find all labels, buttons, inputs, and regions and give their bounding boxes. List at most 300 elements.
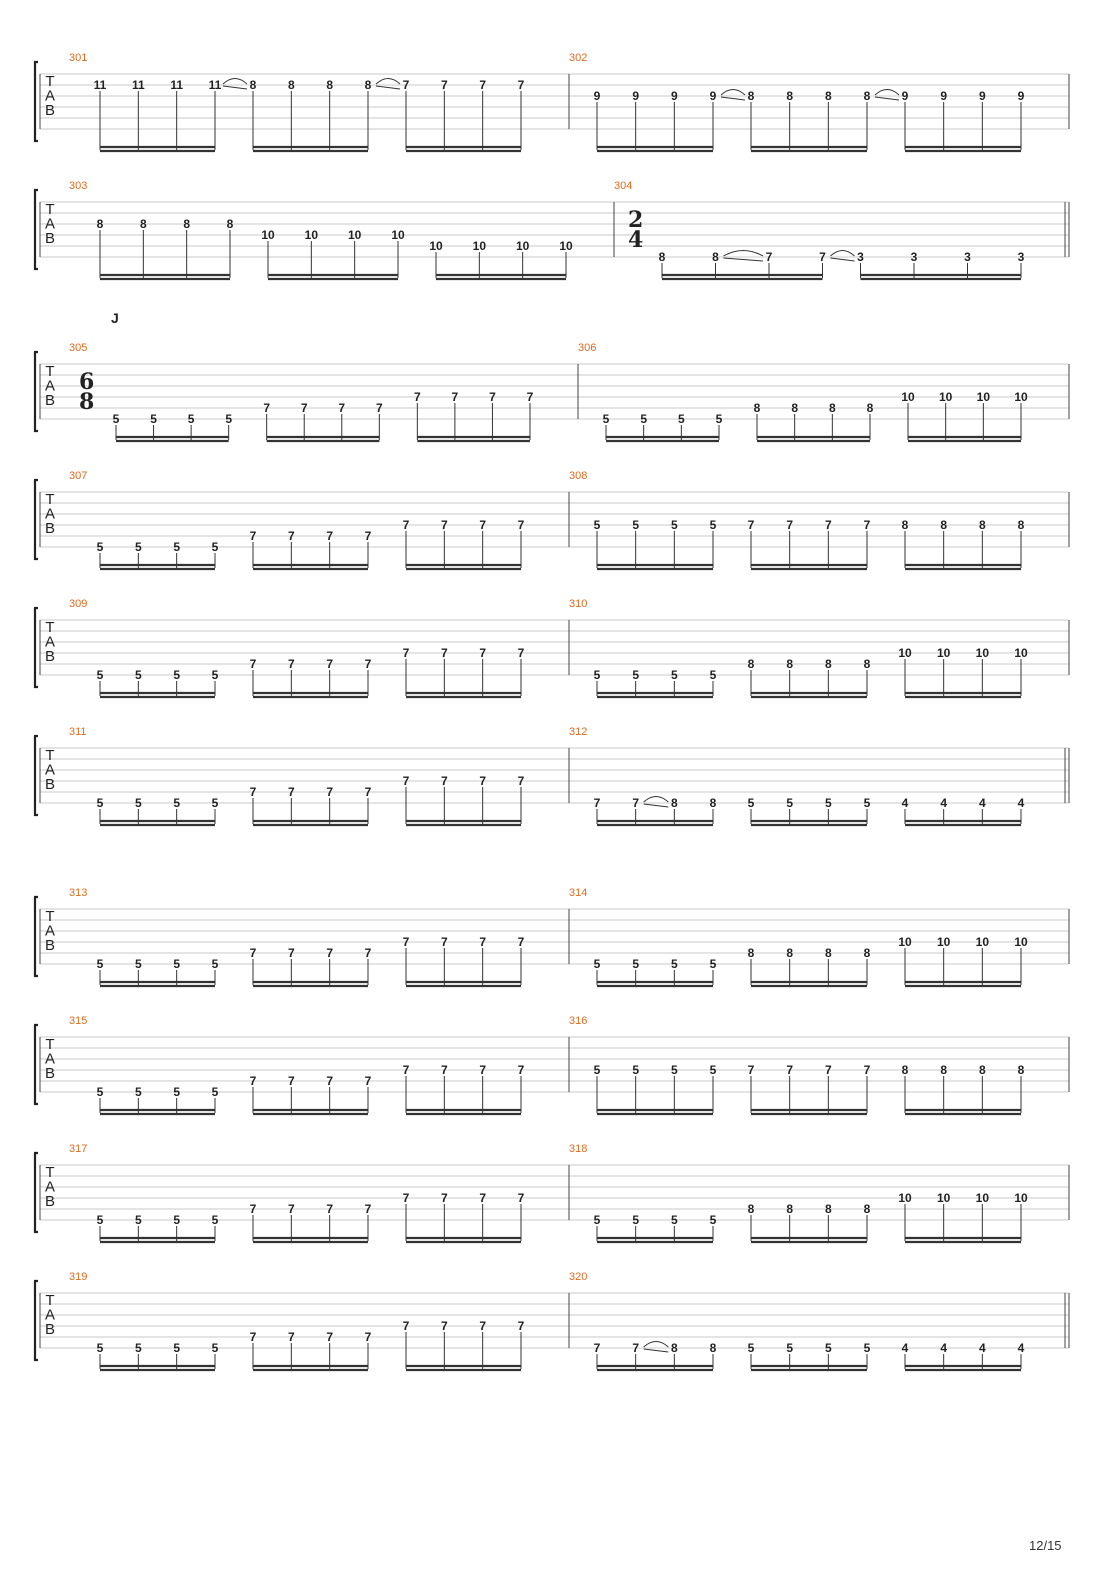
measure-number: 313 xyxy=(69,887,88,899)
fret-number: 8 xyxy=(287,78,295,92)
fret-number: 5 xyxy=(593,518,601,532)
fret-number: 7 xyxy=(287,1074,295,1088)
fret-number: 5 xyxy=(632,957,640,971)
fret-number: 7 xyxy=(249,529,257,543)
fret-number: 7 xyxy=(517,1191,525,1205)
fret-number: 7 xyxy=(413,390,421,404)
fret-number: 3 xyxy=(964,250,971,264)
system-bracket xyxy=(34,1153,38,1232)
fret-number: 5 xyxy=(225,412,233,426)
system-bracket xyxy=(34,897,38,976)
measure-number: 318 xyxy=(569,1143,588,1155)
system-bracket xyxy=(34,480,38,559)
fret-number: 8 xyxy=(226,217,234,231)
fret-number: 5 xyxy=(134,668,142,682)
measure-number: 305 xyxy=(69,342,88,354)
slur-mark xyxy=(724,251,764,257)
slide-mark xyxy=(721,97,745,100)
fret-number: 8 xyxy=(940,518,948,532)
system-bracket xyxy=(34,190,38,269)
fret-number: 5 xyxy=(715,412,723,426)
tab-clef-letter: A xyxy=(44,505,56,523)
fret-number: 7 xyxy=(402,1063,410,1077)
fret-number: 7 xyxy=(479,1063,487,1077)
tab-clef-letter: T xyxy=(45,1292,55,1309)
fret-number: 8 xyxy=(326,78,334,92)
fret-number: 5 xyxy=(709,1063,717,1077)
fret-number: 8 xyxy=(786,657,794,671)
fret-number: 5 xyxy=(96,1341,104,1355)
fret-number: 5 xyxy=(96,668,104,682)
measure-number: 311 xyxy=(69,726,87,738)
fret-number: 7 xyxy=(440,1063,448,1077)
fret-number: 7 xyxy=(326,785,334,799)
fret-number: 5 xyxy=(173,1213,181,1227)
fret-number: 8 xyxy=(940,1063,948,1077)
fret-number: 5 xyxy=(96,1213,104,1227)
fret-number: 3 xyxy=(857,250,864,264)
slide-mark xyxy=(875,97,899,100)
fret-number: 7 xyxy=(287,946,295,960)
fret-number: 5 xyxy=(96,957,104,971)
fret-number: 5 xyxy=(709,518,717,532)
fret-number: 8 xyxy=(1017,1063,1025,1077)
tab-clef-letter: B xyxy=(44,1321,56,1338)
fret-number: 8 xyxy=(249,78,257,92)
fret-number: 5 xyxy=(134,1341,142,1355)
fret-number: 11 xyxy=(131,78,145,92)
fret-number: 5 xyxy=(593,1213,601,1227)
fret-number: 7 xyxy=(517,78,525,92)
slide-mark xyxy=(223,86,247,89)
fret-number: 8 xyxy=(96,217,104,231)
fret-number: 5 xyxy=(173,540,181,554)
fret-number: 7 xyxy=(593,1341,601,1355)
tab-clef-letter: B xyxy=(44,937,56,954)
fret-number: 5 xyxy=(96,1085,104,1099)
fret-number: 7 xyxy=(364,785,372,799)
system-bracket xyxy=(34,736,38,815)
fret-number: 3 xyxy=(910,250,918,264)
fret-number: 5 xyxy=(211,1341,219,1355)
fret-number: 5 xyxy=(863,1341,871,1355)
fret-number: 5 xyxy=(632,1063,640,1077)
fret-number: 7 xyxy=(287,657,295,671)
fret-number: 8 xyxy=(824,1202,832,1216)
fret-number: 9 xyxy=(670,89,678,103)
fret-number: 4 xyxy=(901,796,909,810)
fret-number: 8 xyxy=(753,401,761,415)
slur-mark xyxy=(831,251,855,257)
measure-number: 307 xyxy=(69,470,88,482)
fret-number: 7 xyxy=(364,1074,372,1088)
slide-mark xyxy=(644,804,669,807)
tab-clef-letter: T xyxy=(45,491,55,508)
fret-number: 7 xyxy=(632,1341,640,1355)
fret-number: 5 xyxy=(709,668,717,682)
fret-number: 7 xyxy=(249,1202,257,1216)
fret-number: 8 xyxy=(901,1063,909,1077)
slide-mark xyxy=(376,86,400,89)
fret-number: 8 xyxy=(658,250,666,264)
fret-number: 8 xyxy=(863,657,871,671)
time-signature-bottom: 8 xyxy=(79,389,95,415)
fret-number: 4 xyxy=(978,1341,986,1355)
fret-number: 4 xyxy=(1017,796,1025,810)
fret-number: 7 xyxy=(786,518,794,532)
fret-number: 9 xyxy=(978,89,986,103)
fret-number: 7 xyxy=(747,1063,755,1077)
fret-number: 10 xyxy=(429,239,443,253)
tab-clef-letter: A xyxy=(44,922,56,940)
slur-mark xyxy=(721,90,745,96)
fret-number: 7 xyxy=(440,646,448,660)
fret-number: 10 xyxy=(472,239,487,253)
measure-number: 302 xyxy=(569,52,588,64)
system-bracket xyxy=(34,62,38,141)
slide-mark xyxy=(724,258,764,261)
system-bracket xyxy=(34,352,38,431)
fret-number: 7 xyxy=(402,935,410,949)
tab-clef-letter: T xyxy=(45,363,55,380)
fret-number: 4 xyxy=(1017,1341,1025,1355)
fret-number: 5 xyxy=(709,1213,717,1227)
measure-number: 310 xyxy=(569,598,588,610)
fret-number: 8 xyxy=(828,401,836,415)
fret-number: 7 xyxy=(517,774,525,788)
fret-number: 10 xyxy=(938,390,953,404)
fret-number: 10 xyxy=(391,228,405,242)
fret-number: 8 xyxy=(747,1202,755,1216)
fret-number: 4 xyxy=(940,796,948,810)
fret-number: 5 xyxy=(134,1213,142,1227)
fret-number: 7 xyxy=(287,785,295,799)
fret-number: 5 xyxy=(211,1085,219,1099)
tab-clef-letter: T xyxy=(45,1036,55,1053)
fret-number: 7 xyxy=(479,518,487,532)
fret-number: 7 xyxy=(364,1202,372,1216)
fret-number: 8 xyxy=(863,1202,871,1216)
fret-number: 8 xyxy=(824,657,832,671)
fret-number: 5 xyxy=(173,1085,181,1099)
fret-number: 7 xyxy=(287,1330,295,1344)
tab-clef-letter: T xyxy=(45,908,55,925)
fret-number: 5 xyxy=(709,957,717,971)
slur-mark xyxy=(875,90,899,96)
fret-number: 8 xyxy=(863,89,871,103)
fret-number: 7 xyxy=(479,935,487,949)
fret-number: 9 xyxy=(593,89,601,103)
fret-number: 7 xyxy=(440,935,448,949)
fret-number: 7 xyxy=(863,518,871,532)
rehearsal-mark: J xyxy=(111,310,119,326)
fret-number: 5 xyxy=(96,796,104,810)
fret-number: 5 xyxy=(134,957,142,971)
fret-number: 7 xyxy=(517,646,525,660)
fret-number: 5 xyxy=(632,518,640,532)
fret-number: 10 xyxy=(1014,1191,1028,1205)
fret-number: 7 xyxy=(402,646,410,660)
fret-number: 10 xyxy=(1014,646,1028,660)
fret-number: 5 xyxy=(211,1213,219,1227)
slur-mark xyxy=(644,1342,669,1348)
fret-number: 7 xyxy=(526,390,534,404)
fret-number: 10 xyxy=(936,935,951,949)
fret-number: 7 xyxy=(364,657,372,671)
fret-number: 7 xyxy=(249,657,257,671)
fret-number: 7 xyxy=(479,1319,487,1333)
tab-clef-letter: T xyxy=(45,73,55,90)
measure-number: 303 xyxy=(69,180,88,192)
fret-number: 7 xyxy=(479,646,487,660)
fret-number: 10 xyxy=(936,646,951,660)
fret-number: 5 xyxy=(670,518,678,532)
fret-number: 7 xyxy=(824,518,832,532)
fret-number: 5 xyxy=(632,668,640,682)
fret-number: 8 xyxy=(709,1341,717,1355)
fret-number: 7 xyxy=(440,78,448,92)
fret-number: 8 xyxy=(863,946,871,960)
fret-number: 5 xyxy=(670,1063,678,1077)
fret-number: 7 xyxy=(287,529,295,543)
fret-number: 7 xyxy=(326,657,334,671)
fret-number: 7 xyxy=(249,946,257,960)
fret-number: 10 xyxy=(1014,390,1028,404)
tab-clef-letter: A xyxy=(44,1050,56,1068)
measure-number: 319 xyxy=(69,1271,88,1283)
tab-clef-letter: B xyxy=(44,1065,56,1082)
fret-number: 5 xyxy=(632,1213,640,1227)
slur-mark xyxy=(223,79,247,85)
tab-clef-letter: B xyxy=(44,1193,56,1210)
fret-number: 8 xyxy=(709,796,717,810)
fret-number: 7 xyxy=(440,1319,448,1333)
fret-number: 5 xyxy=(173,1341,181,1355)
fret-number: 8 xyxy=(670,796,678,810)
fret-number: 7 xyxy=(326,1330,334,1344)
fret-number: 8 xyxy=(786,1202,794,1216)
fret-number: 7 xyxy=(364,1330,372,1344)
fret-number: 7 xyxy=(451,390,459,404)
fret-number: 7 xyxy=(364,946,372,960)
fret-number: 9 xyxy=(940,89,948,103)
measure-number: 314 xyxy=(569,887,588,899)
fret-number: 7 xyxy=(517,518,525,532)
fret-number: 5 xyxy=(670,1213,678,1227)
fret-number: 10 xyxy=(898,935,912,949)
tab-clef-letter: T xyxy=(45,201,55,218)
fret-number: 7 xyxy=(765,250,773,264)
fret-number: 7 xyxy=(786,1063,794,1077)
fret-number: 5 xyxy=(593,668,601,682)
fret-number: 5 xyxy=(173,668,181,682)
fret-number: 5 xyxy=(112,412,120,426)
fret-number: 5 xyxy=(211,957,219,971)
fret-number: 7 xyxy=(287,1202,295,1216)
fret-number: 5 xyxy=(211,540,219,554)
fret-number: 7 xyxy=(479,1191,487,1205)
fret-number: 7 xyxy=(249,785,257,799)
fret-number: 5 xyxy=(747,1341,755,1355)
tab-clef-letter: A xyxy=(44,377,56,395)
fret-number: 8 xyxy=(747,657,755,671)
fret-number: 5 xyxy=(863,796,871,810)
fret-number: 7 xyxy=(747,518,755,532)
fret-number: 5 xyxy=(150,412,157,426)
fret-number: 9 xyxy=(901,89,909,103)
measure-number: 304 xyxy=(614,180,633,192)
fret-number: 10 xyxy=(975,646,990,660)
fret-number: 10 xyxy=(515,239,530,253)
tab-clef-letter: B xyxy=(44,776,56,793)
fret-number: 5 xyxy=(747,796,755,810)
fret-number: 7 xyxy=(819,250,826,264)
time-signature-top: 2 xyxy=(628,207,644,233)
fret-number: 8 xyxy=(139,217,147,231)
measure-number: 320 xyxy=(569,1271,588,1283)
tab-clef-letter: T xyxy=(45,619,55,636)
measure-number: 309 xyxy=(69,598,88,610)
measure-number: 312 xyxy=(569,726,588,738)
page-number: 12/15 xyxy=(1029,1538,1062,1553)
fret-number: 5 xyxy=(211,668,219,682)
fret-number: 8 xyxy=(901,518,909,532)
fret-number: 5 xyxy=(593,957,601,971)
fret-number: 7 xyxy=(300,401,308,415)
fret-number: 5 xyxy=(96,540,104,554)
fret-number: 8 xyxy=(824,89,832,103)
fret-number: 8 xyxy=(364,78,372,92)
fret-number: 5 xyxy=(640,412,648,426)
tab-clef-letter: B xyxy=(44,230,56,247)
fret-number: 10 xyxy=(901,390,915,404)
fret-number: 7 xyxy=(263,401,271,415)
fret-number: 7 xyxy=(489,390,496,404)
fret-number: 5 xyxy=(134,796,142,810)
tab-clef-letter: A xyxy=(44,215,56,233)
measure-number: 306 xyxy=(578,342,597,354)
fret-number: 7 xyxy=(364,529,372,543)
fret-number: 8 xyxy=(747,946,755,960)
fret-number: 7 xyxy=(249,1074,257,1088)
fret-number: 7 xyxy=(517,1319,525,1333)
fret-number: 7 xyxy=(249,1330,257,1344)
fret-number: 8 xyxy=(786,946,794,960)
fret-number: 8 xyxy=(1017,518,1025,532)
fret-number: 8 xyxy=(786,89,794,103)
time-signature-bottom: 4 xyxy=(628,227,644,253)
fret-number: 5 xyxy=(211,796,219,810)
fret-number: 7 xyxy=(440,518,448,532)
fret-number: 5 xyxy=(677,412,685,426)
fret-number: 5 xyxy=(173,957,181,971)
fret-number: 7 xyxy=(593,796,601,810)
fret-number: 7 xyxy=(402,78,410,92)
fret-number: 7 xyxy=(402,1191,410,1205)
measure-number: 301 xyxy=(69,52,88,64)
fret-number: 9 xyxy=(1017,89,1025,103)
fret-number: 11 xyxy=(93,78,107,92)
time-signature-top: 6 xyxy=(79,369,95,395)
fret-number: 10 xyxy=(898,1191,912,1205)
measure-number: 317 xyxy=(69,1143,88,1155)
fret-number: 10 xyxy=(347,228,362,242)
fret-number: 5 xyxy=(786,796,794,810)
fret-number: 9 xyxy=(632,89,640,103)
fret-number: 8 xyxy=(978,518,986,532)
tab-clef-letter: T xyxy=(45,747,55,764)
system-bracket xyxy=(34,1025,38,1104)
tab-clef-letter: A xyxy=(44,87,56,105)
fret-number: 7 xyxy=(338,401,346,415)
slur-mark xyxy=(644,797,669,803)
fret-number: 8 xyxy=(183,217,191,231)
fret-number: 10 xyxy=(975,1191,990,1205)
fret-number: 7 xyxy=(375,401,383,415)
slur-mark xyxy=(376,79,400,85)
fret-number: 5 xyxy=(593,1063,601,1077)
fret-number: 7 xyxy=(517,935,525,949)
fret-number: 10 xyxy=(261,228,275,242)
fret-number: 10 xyxy=(304,228,319,242)
fret-number: 5 xyxy=(824,796,832,810)
fret-number: 7 xyxy=(517,1063,525,1077)
fret-number: 7 xyxy=(326,946,334,960)
fret-number: 7 xyxy=(402,518,410,532)
fret-number: 7 xyxy=(479,78,487,92)
fret-number: 10 xyxy=(936,1191,951,1205)
fret-number: 7 xyxy=(326,1202,334,1216)
fret-number: 5 xyxy=(187,412,195,426)
system-bracket xyxy=(34,1281,38,1360)
fret-number: 10 xyxy=(1014,935,1028,949)
fret-number: 5 xyxy=(670,957,678,971)
fret-number: 8 xyxy=(824,946,832,960)
fret-number: 3 xyxy=(1017,250,1025,264)
tab-clef-letter: A xyxy=(44,1178,56,1196)
tab-clef-letter: A xyxy=(44,1306,56,1324)
fret-number: 7 xyxy=(402,1319,410,1333)
fret-number: 10 xyxy=(975,935,990,949)
fret-number: 11 xyxy=(208,78,222,92)
fret-number: 10 xyxy=(898,646,912,660)
fret-number: 7 xyxy=(863,1063,871,1077)
fret-number: 7 xyxy=(402,774,410,788)
fret-number: 5 xyxy=(134,540,142,554)
fret-number: 7 xyxy=(479,774,487,788)
system-bracket xyxy=(34,608,38,687)
fret-number: 10 xyxy=(559,239,573,253)
fret-number: 8 xyxy=(866,401,874,415)
fret-number: 5 xyxy=(134,1085,142,1099)
fret-number: 8 xyxy=(747,89,755,103)
tab-clef-letter: B xyxy=(44,520,56,537)
fret-number: 5 xyxy=(786,1341,794,1355)
tab-clef-letter: B xyxy=(44,648,56,665)
fret-number: 7 xyxy=(824,1063,832,1077)
tab-clef-letter: B xyxy=(44,102,56,119)
tab-clef-letter: A xyxy=(44,633,56,651)
fret-number: 7 xyxy=(326,529,334,543)
fret-number: 5 xyxy=(670,668,678,682)
fret-number: 5 xyxy=(173,796,181,810)
fret-number: 8 xyxy=(712,250,719,264)
measure-number: 315 xyxy=(69,1015,88,1027)
fret-number: 5 xyxy=(824,1341,832,1355)
fret-number: 7 xyxy=(326,1074,334,1088)
fret-number: 7 xyxy=(632,796,640,810)
measure-number: 316 xyxy=(569,1015,588,1027)
